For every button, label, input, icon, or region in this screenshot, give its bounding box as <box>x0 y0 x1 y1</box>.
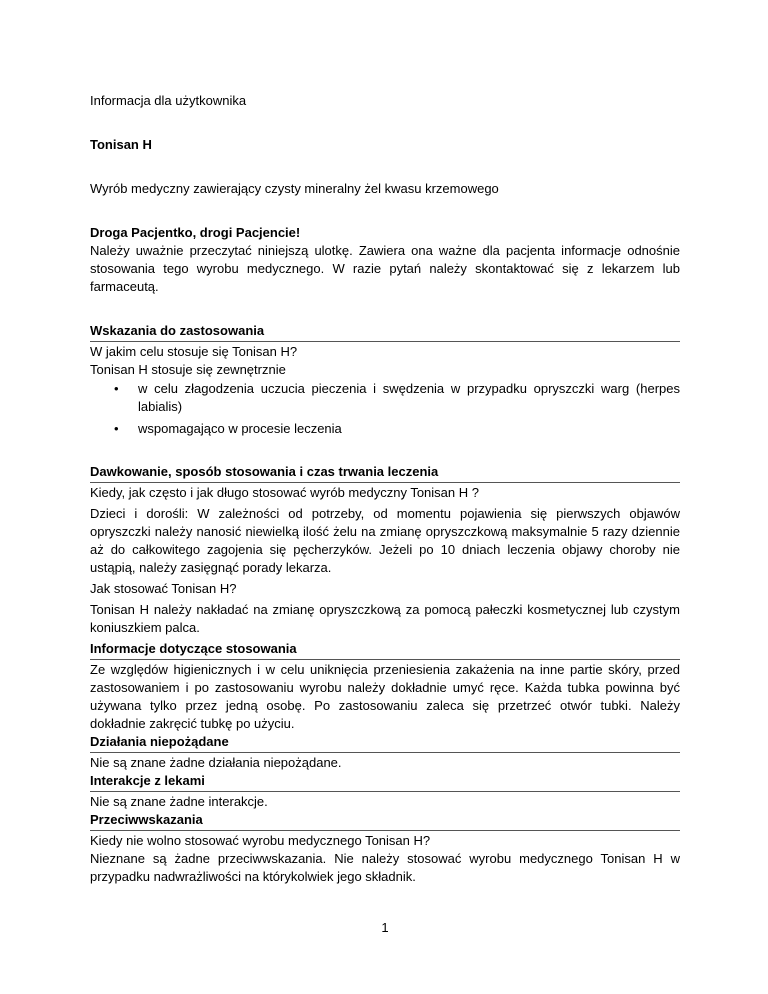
greeting: Droga Pacjentko, drogi Pacjencie! <box>90 225 301 240</box>
section-divider <box>90 791 680 792</box>
side-effects-text: Nie są znane żadne działania niepożądane. <box>90 755 342 770</box>
section-title-usage-info: Informacje dotyczące stosowania <box>90 641 297 656</box>
application-paragraph-line: koniuszkiem palca. <box>90 620 200 635</box>
bullet-marker: • <box>114 381 119 396</box>
usage-paragraph-line: Ze względów higienicznych i w celu uniknięcia przeniesienia zakażenia na inne partie skóry, przed <box>90 662 680 677</box>
usage-paragraph-line: zastosowaniem i po zastosowaniu wyrobu należy dokładnie umyć ręce. Każda tubka powinna być <box>90 680 680 695</box>
document-header: Informacja dla użytkownika <box>90 93 247 108</box>
intro-line: farmaceutą. <box>90 279 159 294</box>
section-title-interactions: Interakcje z lekami <box>90 773 205 788</box>
section-divider <box>90 659 680 660</box>
indications-question: W jakim celu stosuje się Tonisan H? <box>90 344 298 359</box>
section-divider <box>90 482 680 483</box>
usage-paragraph-line: dokładnie zakręcić tubkę po użyciu. <box>90 716 295 731</box>
dosage-paragraph-line: ustąpią, należy zasięgnąć porady lekarza. <box>90 560 332 575</box>
section-divider <box>90 752 680 753</box>
dosage-paragraph-line: aż do całkowitego zagojenia się pęcherzyków. Jeżeli po 10 dniach leczenia objawy choroby nie <box>90 542 680 557</box>
section-title-side-effects: Działania niepożądane <box>90 734 229 749</box>
page-number: 1 <box>381 920 389 935</box>
document-page <box>90 0 680 994</box>
section-divider <box>90 341 680 342</box>
product-subtitle: Wyrób medyczny zawierający czysty mineralny żel kwasu krzemowego <box>90 181 499 196</box>
section-title-contraindications: Przeciwwskazania <box>90 812 203 827</box>
indications-text: Tonisan H stosuje się zewnętrznie <box>90 362 286 377</box>
application-paragraph-line: Tonisan H należy nakładać na zmianę opryszczkową za pomocą pałeczki kosmetycznej lub czystym <box>90 602 680 617</box>
intro-line: Należy uważnie przeczytać niniejszą ulotkę. Zawiera ona ważne dla pacjenta informacje odnośnie <box>90 243 680 258</box>
bullet-item-line: w celu złagodzenia uczucia pieczenia i swędzenia w przypadku opryszczki warg (herpes <box>138 381 680 396</box>
dosage-question: Kiedy, jak często i jak długo stosować wyrób medyczny Tonisan H ? <box>90 485 479 500</box>
intro-line: stosowania tego wyrobu medycznego. W razie pytań należy skontaktować się z lekarzem lub <box>90 261 680 276</box>
bullet-item-line: labialis) <box>138 399 183 414</box>
usage-paragraph-line: używana tylko przez jedną osobę. Po zastosowaniu zaleca się przetrzeć otwór tubki. Należy <box>90 698 680 713</box>
application-question: Jak stosować Tonisan H? <box>90 581 237 596</box>
dosage-paragraph-line: Dzieci i dorośli: W zależności od potrzeby, od momentu pojawienia się pierwszych objawów <box>90 506 680 521</box>
section-divider <box>90 830 680 831</box>
product-name: Tonisan H <box>90 137 152 152</box>
section-title-dosage: Dawkowanie, sposób stosowania i czas trwania leczenia <box>90 464 439 479</box>
dosage-paragraph-line: opryszczki należy nanosić niewielką ilość żelu na zmianę opryszczkową maksymalnie 5 razy dziennie <box>90 524 680 539</box>
interactions-text: Nie są znane żadne interakcje. <box>90 794 268 809</box>
bullet-marker: • <box>114 421 119 436</box>
contraindications-paragraph-line: przypadku nadwrażliwości na którykolwiek jego składnik. <box>90 869 416 884</box>
section-title-indications: Wskazania do zastosowania <box>90 323 265 338</box>
contraindications-question: Kiedy nie wolno stosować wyrobu medycznego Tonisan H? <box>90 833 431 848</box>
bullet-item-line: wspomagająco w procesie leczenia <box>138 421 342 436</box>
contraindications-paragraph-line: Nieznane są żadne przeciwwskazania. Nie należy stosować wyrobu medycznego Tonisan H w <box>90 851 680 866</box>
